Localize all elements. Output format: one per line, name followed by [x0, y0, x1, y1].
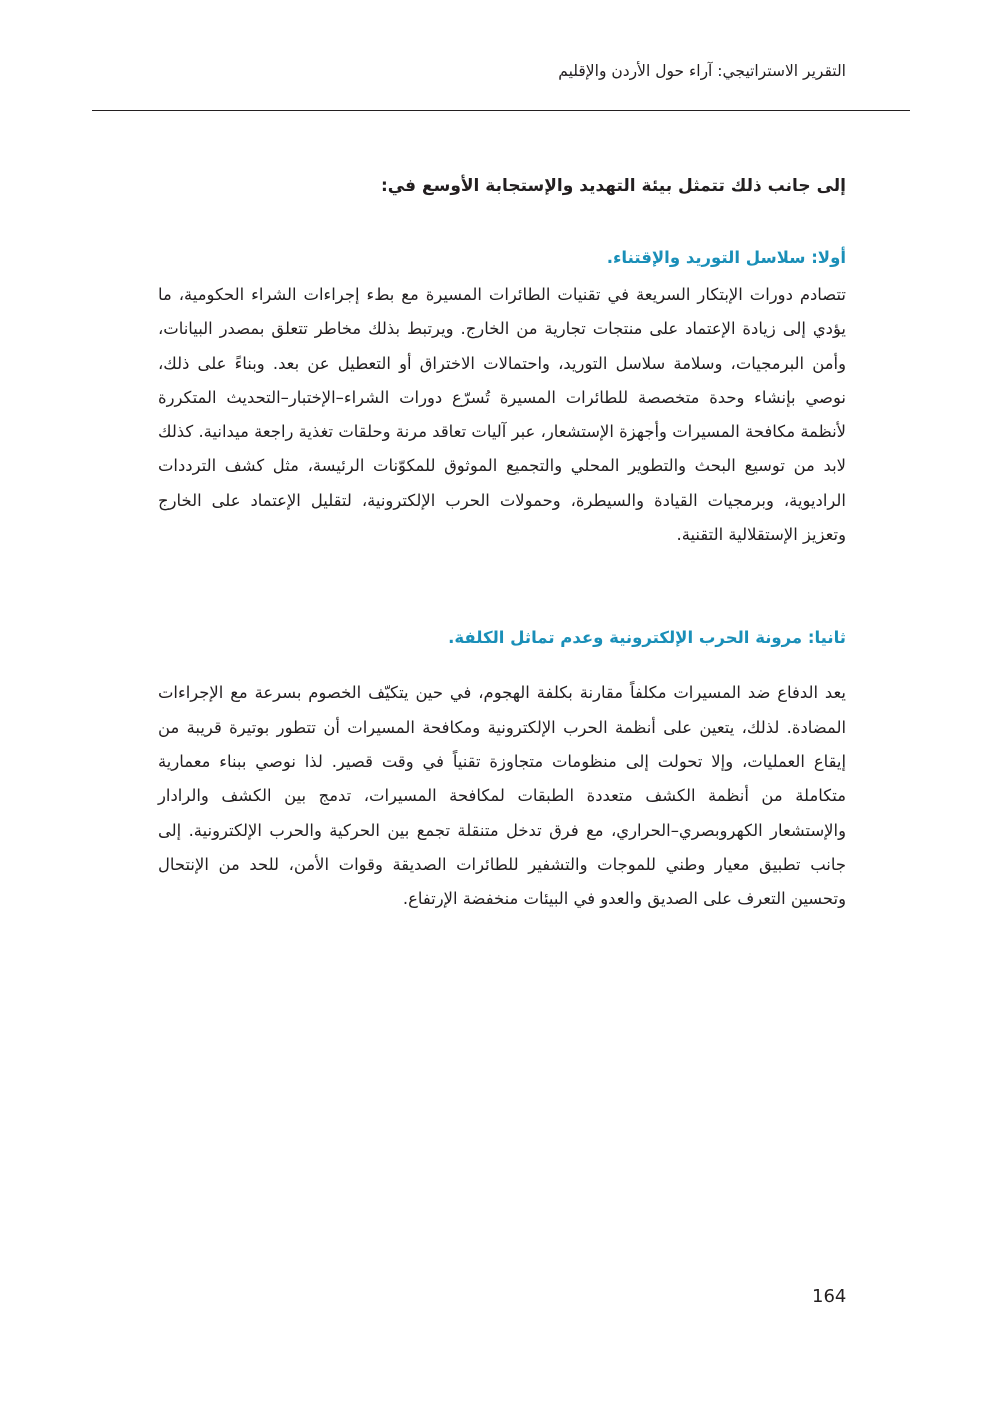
section-body: تتصادم دورات الإبتكار السريعة في تقنيات الطائرات المسيرة مع بطء إجراءات الشراء الحكومية، ما يؤدي إلى زيادة الإعتماد على منتجات تجارية من الخارج. ويرتبط بذلك مخاطر تتعلق بمصدر البيانات، وأمن البرمجيات، وسلامة سلاسل التوريد، واحتمالات الاختراق أو التعطيل عن بعد. وبناءً على ذلك، نوصي بإنشاء وحدة متخصصة للطائرات المسيرة تُسرّع دورات الشراء–الإختبار–التحديث المتكررة لأنظمة مكافحة المسيرات وأجهزة الإستشعار، عبر آليات تعاقد مرنة وحلقات تغذية راجعة ميدانية. كذلك لابد من توسيع البحث والتطوير المحلي والتجميع الموثوق للمكوّنات الرئيسة، مثل كشف الترددات الراديوية، وبرمجيات القيادة والسيطرة، وحمولات الحرب الإلكترونية، لتقليل الإعتماد على الخارج وتعزيز الإستقلالية التقنية. — [158, 285, 846, 545]
section-title: ثانيا: مرونة الحرب الإلكترونية وعدم تماثل الكلفة. — [448, 628, 846, 648]
page-content — [158, 170, 846, 916]
running-header: التقرير الاستراتيجي: آراء حول الأردن والإقليم — [558, 62, 846, 80]
page-number: 164 — [812, 1286, 847, 1307]
intro-heading: إلى جانب ذلك تتمثل بيئة التهديد والإستجابة الأوسع في: — [380, 176, 846, 196]
section-body: يعد الدفاع ضد المسيرات مكلفاً مقارنة بكلفة الهجوم، في حين يتكيّف الخصوم بسرعة مع الإجراءات المضادة. لذلك، يتعين على أنظمة الحرب الإلكترونية ومكافحة المسيرات أن تتطور بوتيرة قريبة من إيقاع العمليات، وإلا تحولت إلى منظومات متجاوزة تقنياً في وقت قصير. لذا نوصي ببناء معمارية متكاملة من أنظمة الكشف متعددة الطبقات لمكافحة المسيرات، تدمج بين الكشف والرادار والإستشعار الكهروبصري–الحراري، مع فرق تدخل متنقلة تجمع بين الحركية والحرب الإلكترونية. إلى جانب تطبيق معيار وطني للموجات والتشفير للطائرات الصديقة وقوات الأمن، للحد من الإنتحال وتحسين التعرف على الصديق والعدو في البيئات منخفضة الإرتفاع. — [158, 683, 846, 909]
section-title: أولا: سلاسل التوريد والإقتناء. — [606, 248, 846, 267]
header-rule — [92, 110, 910, 111]
section-supply-chains — [158, 242, 846, 552]
section-electronic-warfare — [158, 622, 846, 916]
